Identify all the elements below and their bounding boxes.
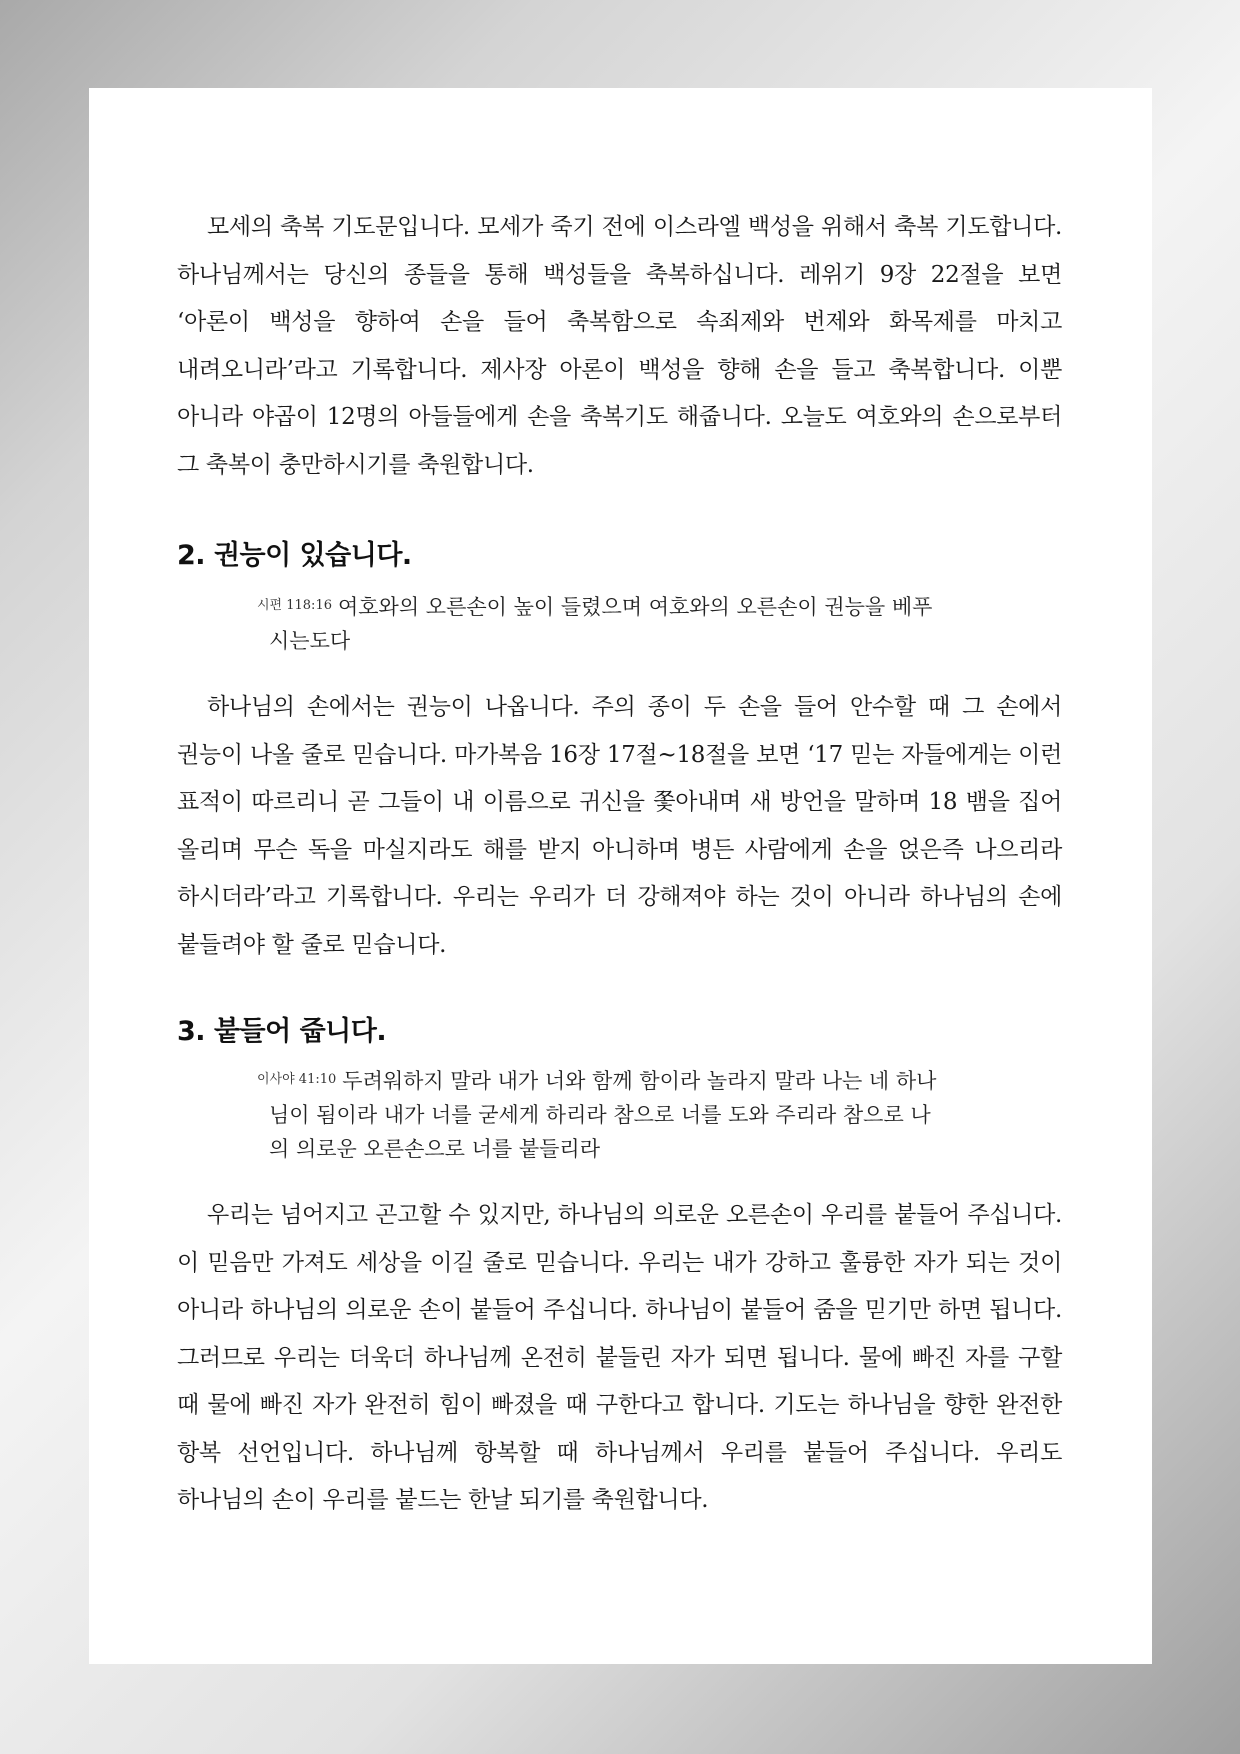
verse-text-line: 두려워하지 말라 내가 너와 함께 함이라 놀라지 말라 나는 네 하나	[342, 1069, 937, 1093]
page-content	[177, 204, 1062, 1525]
verse-reference: 시편 118:16	[257, 598, 332, 613]
verse-text-line: 의 의로운 오른손으로 너를 붙들리라	[269, 1137, 600, 1161]
verse-quote-psalm	[177, 589, 1062, 658]
section-3-heading: 3. 붙들어 줍니다.	[177, 1016, 387, 1047]
section-2-heading: 2. 권능이 있습니다.	[177, 540, 412, 571]
verse-text-line: 시는도다	[269, 629, 351, 653]
verse-text-line: 님이 됨이라 내가 너를 굳세게 하리라 참으로 너를 도와 주리라 참으로 나	[269, 1103, 931, 1127]
verse-quote-isaiah	[177, 1063, 1062, 1166]
intro-paragraph: 모세의 축복 기도문입니다. 모세가 죽기 전에 이스라엘 백성을 위해서 축복 기도합니다. 하나님께서는 당신의 종들을 통해 백성들을 축복하십니다. 레위기 9장 22절을 보면 ‘아론이 백성을 향하여 손을 들어 축복함으로 속죄제와 번제와 화목제를 마치고 내려오니라’라고 기록합니다. 제사장 아론이 백성을 향해 손을 들고 축복합니다. 이뿐 아니라 야곱이 12명의 아들들에게 손을 축복기도 해줍니다. 오늘도 여호와의 손으로부터 그 축복이 충만하시기를 축원합니다.	[177, 214, 1062, 478]
section-2-paragraph: 하나님의 손에서는 권능이 나옵니다. 주의 종이 두 손을 들어 안수할 때 그 손에서 권능이 나올 줄로 믿습니다. 마가복음 16장 17절~18절을 보면 ‘17 믿는 자들에게는 이런 표적이 따르리니 곧 그들이 내 이름으로 귀신을 쫓아내며 새 방언을 말하며 18 뱀을 집어 올리며 무슨 독을 마실지라도 해를 받지 아니하며 병든 사람에게 손을 얹은즉 나으리라 하시더라’라고 기록합니다. 우리는 우리가 더 강해져야 하는 것이 아니라 하나님의 손에 붙들려야 할 줄로 믿습니다.	[177, 694, 1062, 958]
section-3-paragraph: 우리는 넘어지고 곤고할 수 있지만, 하나님의 의로운 오른손이 우리를 붙들어 주십니다. 이 믿음만 가져도 세상을 이길 줄로 믿습니다. 우리는 내가 강하고 훌륭한 자가 되는 것이 아니라 하나님의 의로운 손이 붙들어 주십니다. 하나님이 붙들어 줌을 믿기만 하면 됩니다. 그러므로 우리는 더욱더 하나님께 온전히 붙들린 자가 되면 됩니다. 물에 빠진 자를 구할 때 물에 빠진 자가 완전히 힘이 빠졌을 때 구한다고 합니다. 기도는 하나님을 향한 완전한 항복 선언입니다. 하나님께 항복할 때 하나님께서 우리를 붙들어 주십니다. 우리도 하나님의 손이 우리를 붙드는 한날 되기를 축원합니다.	[177, 1202, 1062, 1513]
verse-reference: 이사야 41:10	[257, 1072, 337, 1087]
document-page	[89, 88, 1152, 1664]
verse-text-line: 여호와의 오른손이 높이 들렸으며 여호와의 오른손이 권능을 베푸	[337, 595, 933, 619]
